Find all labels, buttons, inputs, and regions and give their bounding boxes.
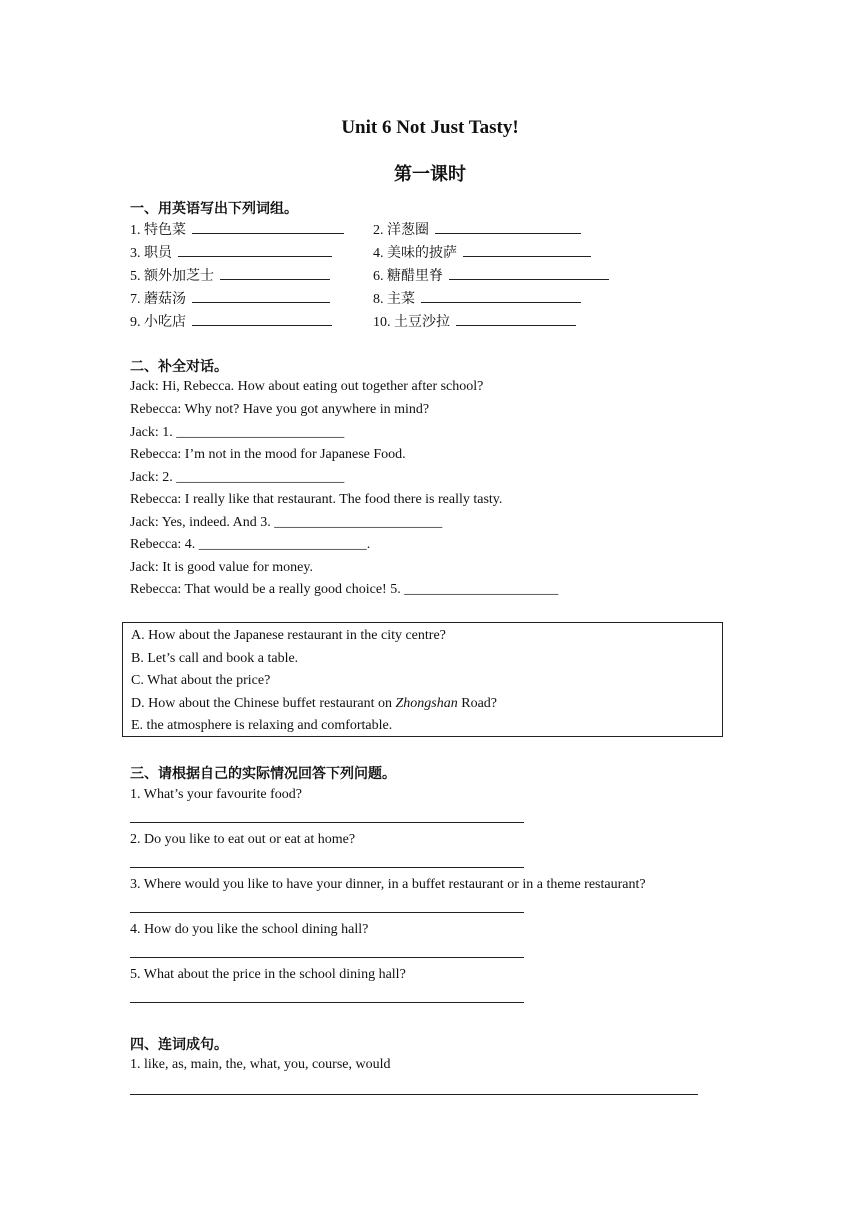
- question: 1. What’s your favourite food?: [130, 787, 302, 802]
- reorder-item: 1. like, as, main, the, what, you, course, would: [130, 1057, 391, 1072]
- option-e: E. the atmosphere is relaxing and comfortable.: [131, 718, 393, 733]
- dialogue-line: Rebecca: I’m not in the mood for Japanese Food.: [130, 447, 406, 462]
- section2-heading: 二、补全对话。: [130, 360, 228, 375]
- page-title: Unit 6 Not Just Tasty!: [341, 117, 519, 138]
- vocab-item: 1. 特色菜: [130, 219, 344, 240]
- answer-line[interactable]: [130, 912, 524, 913]
- option-a: A. How about the Japanese restaurant in the city centre?: [131, 628, 446, 643]
- section1-heading: 一、用英语写出下列词组。: [130, 202, 298, 217]
- answer-line[interactable]: [130, 957, 524, 958]
- section4-heading: 四、连词成句。: [130, 1038, 228, 1053]
- question: 3. Where would you like to have your dinner, in a buffet restaurant or in a theme restaurant?: [130, 877, 646, 892]
- vocab-item: 9. 小吃店: [130, 311, 332, 332]
- answer-blank[interactable]: [192, 288, 330, 303]
- vocab-item: 4. 美味的披萨: [373, 242, 591, 263]
- question: 2. Do you like to eat out or eat at home?: [130, 832, 356, 847]
- answer-line[interactable]: [130, 1094, 698, 1095]
- dialogue-line: Rebecca: 4. ________________________.: [130, 537, 371, 552]
- dialogue-line: Jack: 1. ________________________: [130, 425, 345, 440]
- page-subtitle: 第一课时: [394, 164, 466, 184]
- dialogue-line: Jack: 2. ________________________: [130, 470, 345, 485]
- vocab-item: 7. 蘑菇汤: [130, 288, 330, 309]
- dialogue-line: Rebecca: That would be a really good choice! 5. ______________________: [130, 582, 559, 597]
- vocab-item: 2. 洋葱圈: [373, 219, 581, 240]
- question: 4. How do you like the school dining hall?: [130, 922, 369, 937]
- vocab-item: 5. 额外加芝士: [130, 265, 330, 286]
- vocab-item: 6. 糖醋里脊: [373, 265, 609, 286]
- vocab-item: 3. 职员: [130, 242, 332, 263]
- answer-blank[interactable]: [456, 311, 576, 326]
- vocab-item: 10. 土豆沙拉: [373, 311, 576, 332]
- answer-blank[interactable]: [192, 219, 344, 234]
- dialogue-line: Rebecca: Why not? Have you got anywhere in mind?: [130, 402, 430, 417]
- dialogue-line: Jack: Yes, indeed. And 3. ________________________: [130, 515, 443, 530]
- answer-blank[interactable]: [421, 288, 581, 303]
- answer-blank[interactable]: [220, 265, 330, 280]
- answer-line[interactable]: [130, 1002, 524, 1003]
- dialogue-line: Jack: Hi, Rebecca. How about eating out together after school?: [130, 379, 484, 394]
- answer-blank[interactable]: [178, 242, 332, 257]
- option-c: C. What about the price?: [131, 673, 271, 688]
- vocab-item: 8. 主菜: [373, 288, 581, 309]
- answer-blank[interactable]: [435, 219, 581, 234]
- answer-line[interactable]: [130, 867, 524, 868]
- answer-line[interactable]: [130, 822, 524, 823]
- answer-blank[interactable]: [449, 265, 609, 280]
- section3-heading: 三、请根据自己的实际情况回答下列问题。: [130, 767, 396, 782]
- answer-blank[interactable]: [463, 242, 591, 257]
- options-box: [122, 622, 723, 737]
- dialogue-line: Jack: It is good value for money.: [130, 560, 313, 575]
- dialogue-line: Rebecca: I really like that restaurant. The food there is really tasty.: [130, 492, 503, 507]
- answer-blank[interactable]: [192, 311, 332, 326]
- option-b: B. Let’s call and book a table.: [131, 651, 299, 666]
- question: 5. What about the price in the school dining hall?: [130, 967, 406, 982]
- option-d: D. How about the Chinese buffet restaurant on Zhongshan Road?: [131, 696, 498, 711]
